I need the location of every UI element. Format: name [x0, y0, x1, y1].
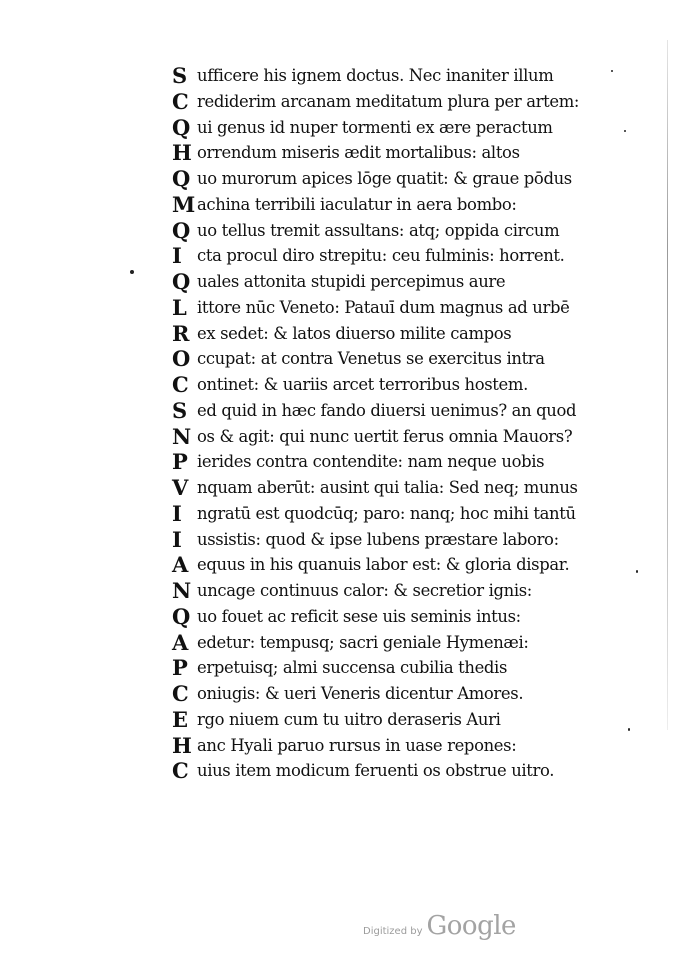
- verse-line-text: ed quid in hæc fando diuersi uenimus? an quod: [197, 400, 577, 420]
- verse-line-text: ngratū est quodcūq; paro: nanq; hoc mihi tantū: [197, 503, 576, 523]
- verse-line: [172, 89, 652, 115]
- verse-initial: P: [172, 655, 188, 681]
- verse-line-text: ex sedet: & latos diuerso milite campos: [197, 323, 512, 343]
- verse-line: [172, 63, 652, 89]
- verse-line-text: uius item modicum feruenti os obstrue uitro.: [197, 761, 555, 781]
- verse-line-text: rediderim arcanam meditatum plura per artem:: [197, 91, 580, 111]
- digitized-by-label: Digitized by: [363, 926, 423, 937]
- verse-line-text: uo tellus tremit assultans: atq; oppida circum: [197, 220, 560, 240]
- verse-line: [172, 424, 652, 450]
- verse-line: [172, 501, 652, 527]
- verse-line: [172, 218, 652, 244]
- verse-line-text: achina terribili iaculatur in aera bombo:: [197, 194, 517, 214]
- verse-initial: Q: [172, 217, 191, 243]
- verse-line: [172, 166, 652, 192]
- verse-line-text: cta procul diro strepitu: ceu fulminis: horrent.: [197, 246, 565, 266]
- google-logo: Google: [426, 911, 516, 941]
- verse-line: [172, 346, 652, 372]
- verse-line: [172, 655, 652, 681]
- verse-line: [172, 372, 652, 398]
- verse-line-text: rgo niuem cum tu uitro deraseris Auri: [197, 709, 501, 729]
- verse-line: [172, 192, 652, 218]
- verse-initial: C: [172, 88, 189, 114]
- verse-line: [172, 295, 652, 321]
- verse-line: [172, 733, 652, 759]
- verse-line: [172, 449, 652, 475]
- verse-line-text: anc Hyali paruo rursus in uase repones:: [197, 735, 517, 755]
- verse-initial: N: [172, 578, 192, 603]
- verse-initial: Q: [172, 166, 191, 191]
- verse-line: [172, 527, 652, 553]
- verse-initial: I: [172, 500, 182, 526]
- verse-initial: Q: [172, 269, 191, 294]
- verse-line-text: edetur: tempusq; sacri geniale Hymenæi:: [197, 632, 529, 652]
- verse-line: [172, 269, 652, 295]
- verse-initial: O: [172, 346, 191, 372]
- verse-line-text: oniugis: & ueri Veneris dicentur Amores.: [197, 684, 524, 703]
- verse-line: [172, 707, 652, 733]
- page-edge-shadow: [667, 40, 668, 730]
- verse-line-text: ui genus id nuper tormenti ex ære peractum: [197, 117, 553, 137]
- verse-initial: A: [172, 629, 189, 655]
- verse-line: [172, 243, 652, 269]
- verse-initial: M: [172, 191, 196, 217]
- verse-line: [172, 115, 652, 141]
- verse-text-block: [172, 63, 652, 784]
- verse-initial: N: [172, 423, 192, 449]
- verse-initial: I: [172, 526, 182, 552]
- verse-initial: E: [172, 706, 189, 732]
- verse-line-text: ccupat: at contra Venetus se exercitus intra: [197, 349, 545, 369]
- verse-line-text: uo fouet ac reficit sese uis seminis intus:: [197, 606, 521, 626]
- verse-line-text: ussistis: quod & ipse lubens præstare laboro:: [197, 529, 559, 549]
- verse-line: [172, 681, 652, 707]
- verse-line-text: equus in his quanuis labor est: & gloria dispar.: [197, 555, 570, 575]
- verse-initial: V: [172, 475, 189, 500]
- verse-line: [172, 758, 652, 784]
- ink-speck: [130, 270, 134, 274]
- verse-line-text: ittore nūc Veneto: Patauī dum magnus ad urbē: [197, 297, 570, 317]
- verse-initial: A: [172, 552, 189, 578]
- verse-line: [172, 140, 652, 166]
- verse-line-text: os & agit: qui nunc uertit ferus omnia Mauors?: [197, 426, 573, 446]
- verse-line-text: ierides contra contendite: nam neque uobis: [197, 452, 545, 472]
- verse-line: [172, 552, 652, 578]
- verse-initial: C: [172, 372, 189, 397]
- verse-line: [172, 398, 652, 424]
- verse-line-text: erpetuisq; almi succensa cubilia thedis: [197, 658, 508, 678]
- verse-initial: C: [172, 681, 189, 706]
- verse-initial: C: [172, 758, 189, 784]
- verse-initial: R: [172, 320, 190, 346]
- verse-initial: Q: [172, 114, 191, 140]
- verse-line-text: ufficere his ignem doctus. Nec inaniter illum: [197, 66, 554, 85]
- verse-initial: Q: [172, 603, 191, 629]
- verse-initial: I: [172, 243, 182, 269]
- verse-line-text: nquam aberūt: ausint qui talia: Sed neq; munus: [197, 478, 578, 497]
- verse-line: [172, 578, 652, 604]
- verse-initial: H: [172, 140, 192, 166]
- digitized-footer: [363, 911, 516, 941]
- verse-initial: S: [172, 63, 188, 88]
- verse-line: [172, 604, 652, 630]
- verse-line-text: ontinet: & uariis arcet terroribus hostem.: [197, 375, 528, 394]
- verse-initial: L: [172, 294, 187, 320]
- verse-initial: H: [172, 732, 192, 758]
- verse-line: [172, 475, 652, 501]
- verse-line-text: uales attonita stupidi percepimus aure: [197, 272, 506, 291]
- verse-initial: S: [172, 397, 188, 423]
- verse-line: [172, 630, 652, 656]
- verse-line-text: uncage continuus calor: & secretior ignis:: [197, 581, 532, 600]
- verse-line-text: uo murorum apices lōge quatit: & graue pōdus: [197, 169, 572, 188]
- verse-initial: P: [172, 449, 188, 475]
- verse-line-text: orrendum miseris ædit mortalibus: altos: [197, 143, 520, 163]
- verse-line: [172, 321, 652, 347]
